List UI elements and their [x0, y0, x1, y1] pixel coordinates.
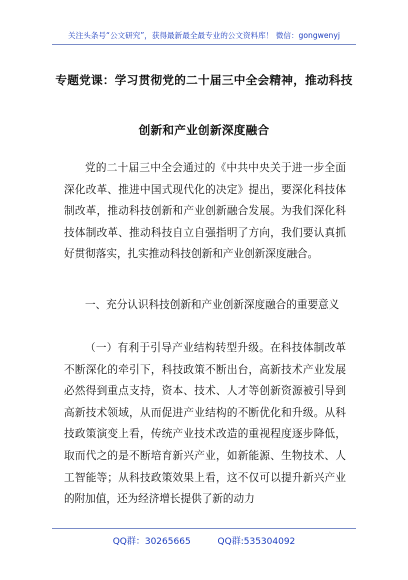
- footer-qq-group-1: QQ群：30265665: [112, 537, 191, 547]
- footer-qq-group-2: QQ群:535304092: [217, 537, 296, 547]
- header-divider: [52, 44, 356, 45]
- intro-paragraph: 党的二十届三中全会通过的《中共中央关于进一步全面深化改革、推进中国式现代化的决定》提出，要深化科技体制改革，推动科技创新和产业创新融合发展。为我们深化科技体制改革、推动科技自立自强指明了方向，我们要认真抓好贯彻落实，扎实推动科技创新和产业创新深度融合。: [64, 162, 346, 261]
- header-banner: 关注头条号“公文研究”，获得最新最全最专业的公文资料库！ 微信：gongwenyj: [68, 31, 340, 40]
- document-title-line-1: 专题党课：学习贯彻党的二十届三中全会精神，推动科技: [55, 73, 353, 87]
- footer-divider: [52, 528, 356, 529]
- subsection-paragraph: （一）有利于引导产业结构转型升级。在科技体制改革不断深化的牵引下，科技政策不断出台，高新技术产业发展必然得到重点支持，资本、技术、人才等创新资源被引导到高新技术领域，从而促进产业结构的不断优化和升级。从科技政策演变上看，传统产业技术改造的重视程度逐步降低，取而代之的是不断培育新兴产业，如新能源、生物技术、人工智能等；从科技政策效果上看，这不仅可以提升新兴产业的附加值，还为经济增长提供了新的动力: [64, 342, 346, 506]
- footer: [0, 534, 408, 547]
- document-title-line-2: 创新和产业创新深度融合: [138, 123, 270, 137]
- section-heading: 一、充分认识科技创新和产业创新深度融合的重要意义: [85, 299, 340, 311]
